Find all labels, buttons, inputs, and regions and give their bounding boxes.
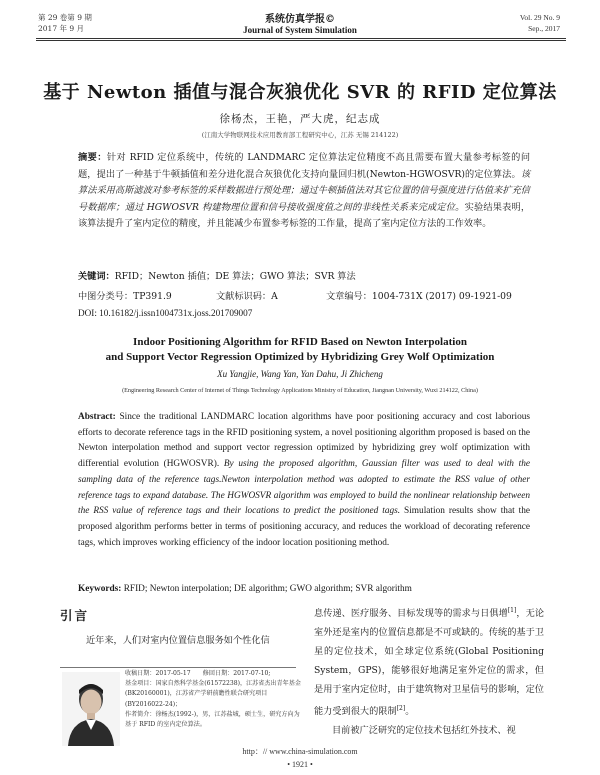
abstract-cn-part1: 针对 RFID 定位系统中，传统的 LANDMARC 定位算法定位精度不高且需要布置大量参考标签的问题，提出了一种基于牛顿插值和差分进化混合灰狼优化支持向量回归机(Newton-HGWOSVR)的定位算法。 <box>78 152 531 180</box>
journal-name-en: Journal of System Simulation <box>243 25 357 35</box>
header-rule <box>36 38 566 39</box>
citation-2[interactable]: [2] <box>396 705 406 713</box>
footnote-bio: 作者简介：徐杨杰(1992-)，男，江苏盐城，硕士生，研究方向为基于 RFID 的室内定位算法。 <box>125 710 300 729</box>
intro-left-text: 近年来，人们对室内位置信息服务如个性化信 <box>86 635 270 646</box>
header-volume: 第 29 卷第 9 期 <box>38 13 92 22</box>
paper-title-en-line2: and Support Vector Regression Optimized by Hybridizing Grey Wolf Optimization <box>105 351 495 363</box>
footer-url[interactable]: http：// www.china-simulation.com <box>242 747 358 756</box>
keywords-cn-text: RFID；Newton 插值；DE 算法；GWO 算法；SVR 算法 <box>114 271 356 282</box>
keywords-en-label: Keywords: <box>78 584 122 594</box>
intro-right-p2: 目前被广泛研究的定位技术包括红外技术、视 <box>332 725 516 737</box>
intro-right-p1: 息传递、医疗服务、目标发现等的需求与日俱增 <box>314 608 508 620</box>
paper-title-cn: 基于 Newton 插值与混合灰狼优化 SVR 的 RFID 定位算法 <box>43 82 557 103</box>
abstract-en-part2: By using the proposed algorithm, Gaussian filter was used to deal with the sampling data of the reference tags.Newton interpolation method was adopted to estimate the RSS value of other reference tags to expand database. The HGWOSVR algorithm was employed to build the nonlinear relationship between the RSS value of reference tags and their locations to predict the positioned tags. <box>78 459 530 517</box>
footnote-funding: 基金项目：国家自然科学基金(61572238)，江苏省杰出青年基金(BK20160001)，江苏省产学研前瞻性联合研究项目(BY2016022-24)； <box>125 680 301 708</box>
abstract-cn-part2: 该算法采用高斯滤波对参考标签的采样数据进行预处理；通过牛顿插值法对其它位置的信号强度进行估值来扩充信号数据库；通过 HGWOSVR 构建物理位置和信号接收强度值之间的非线性关系来完成定位。 <box>78 168 530 213</box>
author-portrait-icon <box>62 672 120 746</box>
abstract-cn <box>78 150 530 233</box>
abstract-en-label: Abstract: <box>78 412 116 422</box>
intro-right-p1c: 。 <box>405 706 415 718</box>
header-rule-2 <box>36 40 566 41</box>
article-number: 文章编号：1004-731X (2017) 09-1921-09 <box>326 291 512 302</box>
abstract-cn-part3: 实验结果表明，该算法提升了室内定位的精度，并且能减少布置参考标签的工作量，提高了室内定位方法的工作效率。 <box>78 201 531 229</box>
footnote-dates: 收稿日期：2017-05-17 修回日期：2017-07-10; <box>125 670 271 677</box>
document-code: 文献标识码：A <box>216 291 278 302</box>
abstract-en-part3: Simulation results show that the proposed algorithm performs better in terms of positioning accuracy, and reduces the workload of decorating reference tags, which improves working efficiency of the indoor location positioning method. <box>78 506 530 548</box>
page-number: • 1921 • <box>287 760 313 769</box>
affiliation-en: (Engineering Research Center of Internet of Things Technology Applications Ministry of Education, Jiangnan University, Wuxi 214122, China) <box>122 387 478 394</box>
abstract-cn-label: 摘要： <box>78 152 107 163</box>
clc-number: 中图分类号：TP391.9 <box>78 291 172 302</box>
journal-header <box>0 10 600 35</box>
header-date: 2017 年 9 月 <box>38 24 85 33</box>
header-date-en: Sep., 2017 <box>528 24 560 33</box>
citation-1[interactable]: [1] <box>507 607 517 614</box>
footnote <box>125 669 301 730</box>
header-issue-info <box>520 12 560 34</box>
header-vol-en: Vol. 29 No. 9 <box>519 13 560 22</box>
paper-title-en-line1: Indoor Positioning Algorithm for RFID Based on Newton Interpolation <box>133 336 467 348</box>
journal-name-cn: 系统仿真学报© <box>265 14 335 25</box>
keywords-en-text: RFID; Newton interpolation; DE algorithm; GWO algorithm; SVR algorithm <box>121 584 412 594</box>
doi: DOI: 10.16182/j.issn1004731x.joss.201709007 <box>78 308 253 318</box>
paper-title-en <box>40 335 560 365</box>
keywords-cn-label: 关键词： <box>78 271 115 282</box>
abstract-en <box>78 410 530 551</box>
keywords-en <box>78 584 530 594</box>
author-photo <box>62 672 120 746</box>
authors-en: Xu Yangjie, Wang Yan, Yan Dahu, Ji Zhicheng <box>217 369 383 379</box>
abstract-en-part1: Since the traditional LANDMARC location algorithms have poor positioning accuracy and cost laborious efforts to decorate reference tags in the RFID positioning system, a novel positioning algorithm proposed is based on the Newton interpolation method and support vector regression optimized by hybridizing grey wolf optimization with differential evolution (HGWOSVR). <box>78 412 530 470</box>
affiliation-cn: (江南大学物联网技术应用教育部工程研究中心，江苏 无锡 214122) <box>201 131 399 139</box>
section-heading-intro: 引言 <box>60 608 90 623</box>
intro-right-text <box>314 601 544 740</box>
authors-cn: 徐杨杰，王艳，严大虎，纪志成 <box>219 113 381 125</box>
intro-right-p1b: ，无论室外还是室内的位置信息都是不可或缺的。传统的基于卫星的定位技术，如全球定位系统(Global Positioning System，GPS)，能够很好地满足室外定位的需求，但是用于室内定位时，由于建筑物对卫星信号的影响，定位能力受到很大的限制 <box>314 608 545 718</box>
keywords-cn <box>78 268 530 282</box>
